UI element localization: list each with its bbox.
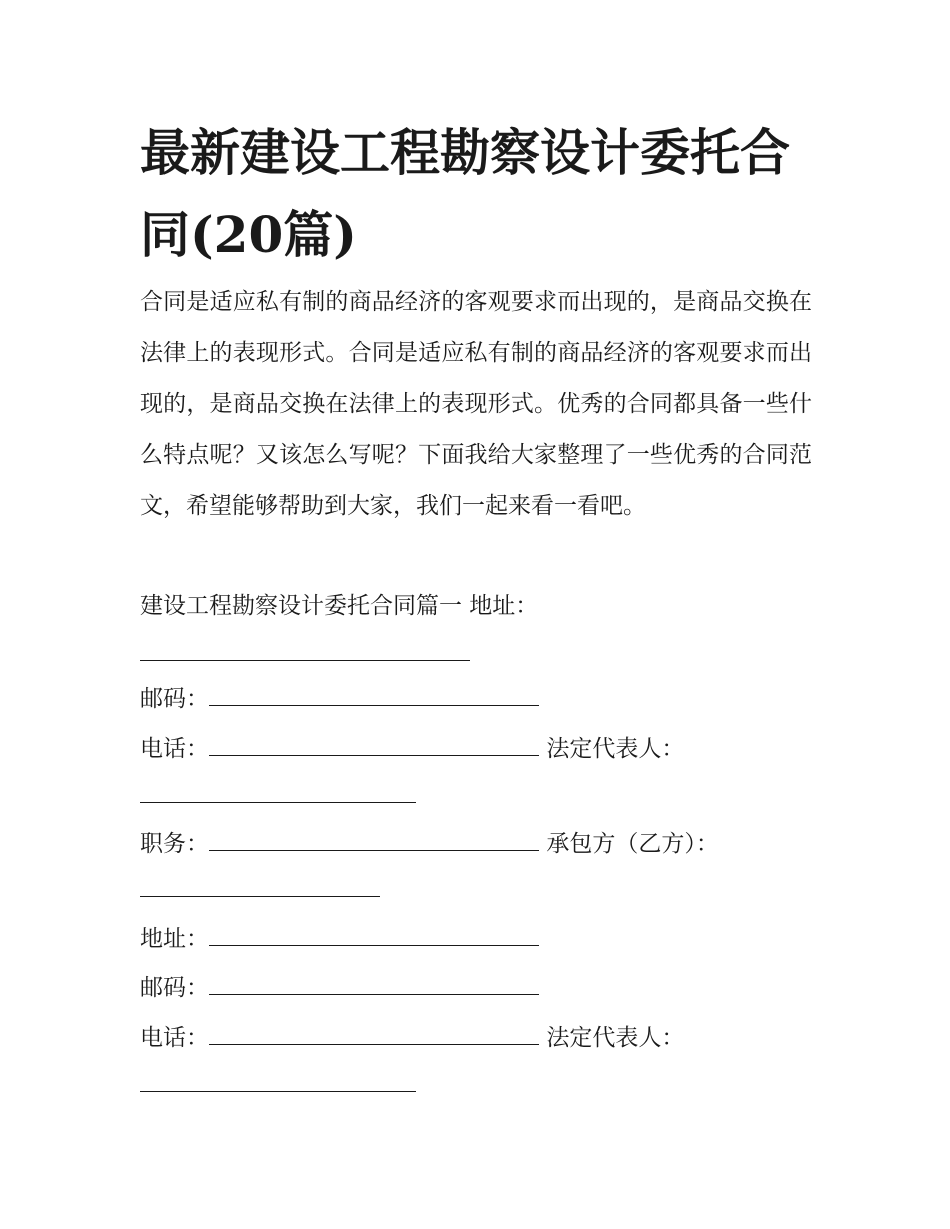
postcode-1-line <box>140 683 539 715</box>
legal-rep-2-label: 法定代表人： <box>546 1025 685 1051</box>
legal-rep-2-line <box>140 1069 416 1101</box>
address-2-blank <box>209 923 539 946</box>
legal-rep-2-blank <box>140 1069 416 1092</box>
address-1-blank <box>140 638 470 661</box>
legal-rep-1-label: 法定代表人： <box>546 736 685 762</box>
postcode-2-line <box>140 972 539 1004</box>
position-blank <box>209 828 539 851</box>
address-2-line <box>140 923 539 955</box>
legal-rep-1-line <box>140 780 416 812</box>
phone-2-label: 电话： <box>140 1025 209 1051</box>
postcode-2-label: 邮码： <box>140 975 209 1001</box>
section-heading: 建设工程勘察设计委托合同篇一 地址： <box>140 593 539 619</box>
contractor-label: 承包方（乙方）： <box>546 831 719 857</box>
phone-1-blank <box>209 733 539 756</box>
phone-1-label: 电话： <box>140 736 209 762</box>
phone-2-blank <box>209 1022 539 1045</box>
postcode-1-label: 邮码： <box>140 686 209 712</box>
postcode-1-blank <box>209 683 539 706</box>
intro-paragraph: 合同是适应私有制的商品经济的客观要求而出现的，是商品交换在法律上的表现形式。合同是适应私有制的商品经济的客观要求而出现的，是商品交换在法律上的表现形式。优秀的合同都具备一些什么特点呢？又该怎么写呢？下面我给大家整理了一些优秀的合同范文，希望能够帮助到大家，我们一起来看一看吧。 <box>140 289 812 519</box>
document-title: 最新建设工程勘察设计委托合同(20篇) <box>140 123 790 264</box>
postcode-2-blank <box>209 972 539 995</box>
contractor-line <box>140 874 380 906</box>
address-2-label: 地址： <box>140 926 209 952</box>
contractor-blank <box>140 874 380 897</box>
phone-1-line <box>140 733 684 765</box>
legal-rep-1-blank <box>140 780 416 803</box>
address-1-line <box>140 638 470 670</box>
position-line <box>140 828 719 860</box>
phone-2-line <box>140 1022 684 1054</box>
section-heading-line <box>140 590 538 622</box>
position-label: 职务： <box>140 831 209 857</box>
